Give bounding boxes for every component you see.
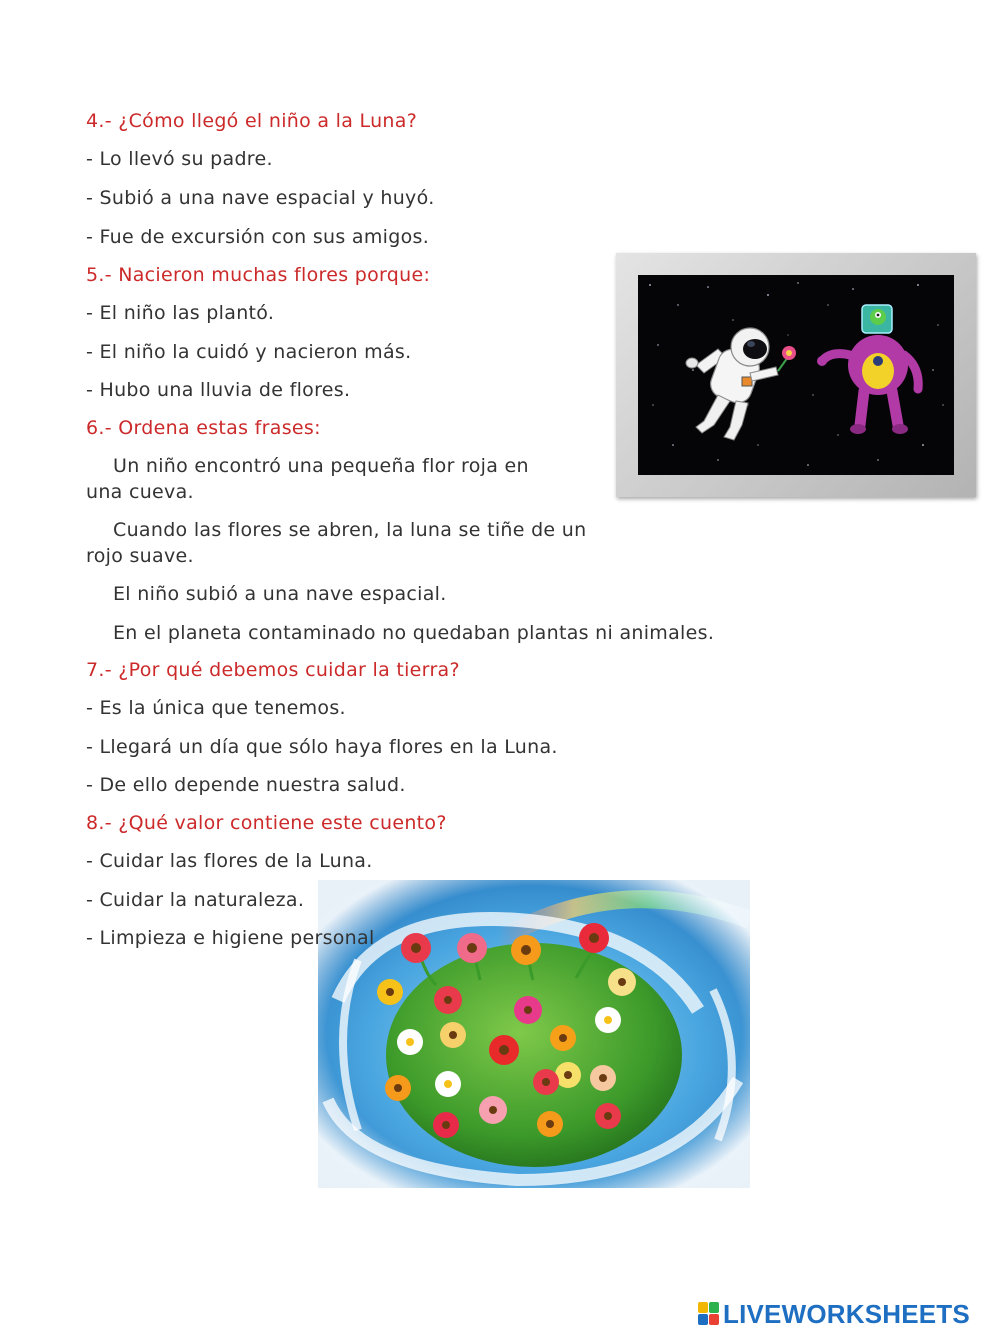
q7-option-3[interactable]: - De ello depende nuestra salud. — [86, 774, 406, 796]
q5-option-3[interactable]: - Hubo una lluvia de flores. — [86, 379, 351, 401]
astronaut-picture-frame — [616, 253, 976, 497]
q5-option-2[interactable]: - El niño la cuidó y nacieron más. — [86, 341, 412, 363]
question-4: 4.- ¿Cómo llegó el niño a la Luna? — [86, 110, 418, 132]
q6-sentence-1[interactable]: Un niño encontró una pequeña flor roja en una cueva. — [86, 455, 529, 503]
q6-sentence-2[interactable]: Cuando las flores se abren, la luna se tiñe de un rojo suave. — [86, 519, 587, 567]
q8-option-1[interactable]: - Cuidar las flores de la Luna. — [86, 850, 373, 872]
q7-option-2[interactable]: - Llegará un día que sólo haya flores en la Luna. — [86, 736, 558, 758]
liveworksheets-logo[interactable] — [698, 1299, 970, 1329]
astronaut — [686, 328, 796, 440]
q4-option-1[interactable]: - Lo llevó su padre. — [86, 148, 273, 170]
q7-option-1[interactable]: - Es la única que tenemos. — [86, 697, 346, 719]
space-scene — [638, 275, 954, 475]
flower-planet-illustration — [318, 880, 750, 1188]
q4-option-2[interactable]: - Subió a una nave espacial y huyó. — [86, 187, 435, 209]
q8-option-2[interactable]: - Cuidar la naturaleza. — [86, 889, 305, 911]
q6-sentence-4[interactable]: En el planeta contaminado no quedaban plantas ni animales. — [113, 622, 715, 644]
q5-option-1[interactable]: - El niño las plantó. — [86, 302, 275, 324]
liveworksheets-logo-text: LIVEWORKSHEETS — [723, 1298, 970, 1329]
alien — [817, 305, 918, 434]
flower-planet-picture — [318, 880, 750, 1188]
astronaut-alien-illustration — [638, 275, 954, 475]
question-8: 8.- ¿Qué valor contiene este cuento? — [86, 812, 447, 834]
question-6: 6.- Ordena estas frases: — [86, 417, 321, 439]
q6-sentence-3[interactable]: El niño subió a una nave espacial. — [113, 583, 447, 605]
q8-option-3[interactable]: - Limpieza e higiene personal — [86, 927, 375, 949]
question-5: 5.- Nacieron muchas flores porque: — [86, 264, 431, 286]
liveworksheets-logo-icon — [698, 1302, 720, 1326]
question-7: 7.- ¿Por qué debemos cuidar la tierra? — [86, 659, 460, 681]
q4-option-3[interactable]: - Fue de excursión con sus amigos. — [86, 226, 430, 248]
